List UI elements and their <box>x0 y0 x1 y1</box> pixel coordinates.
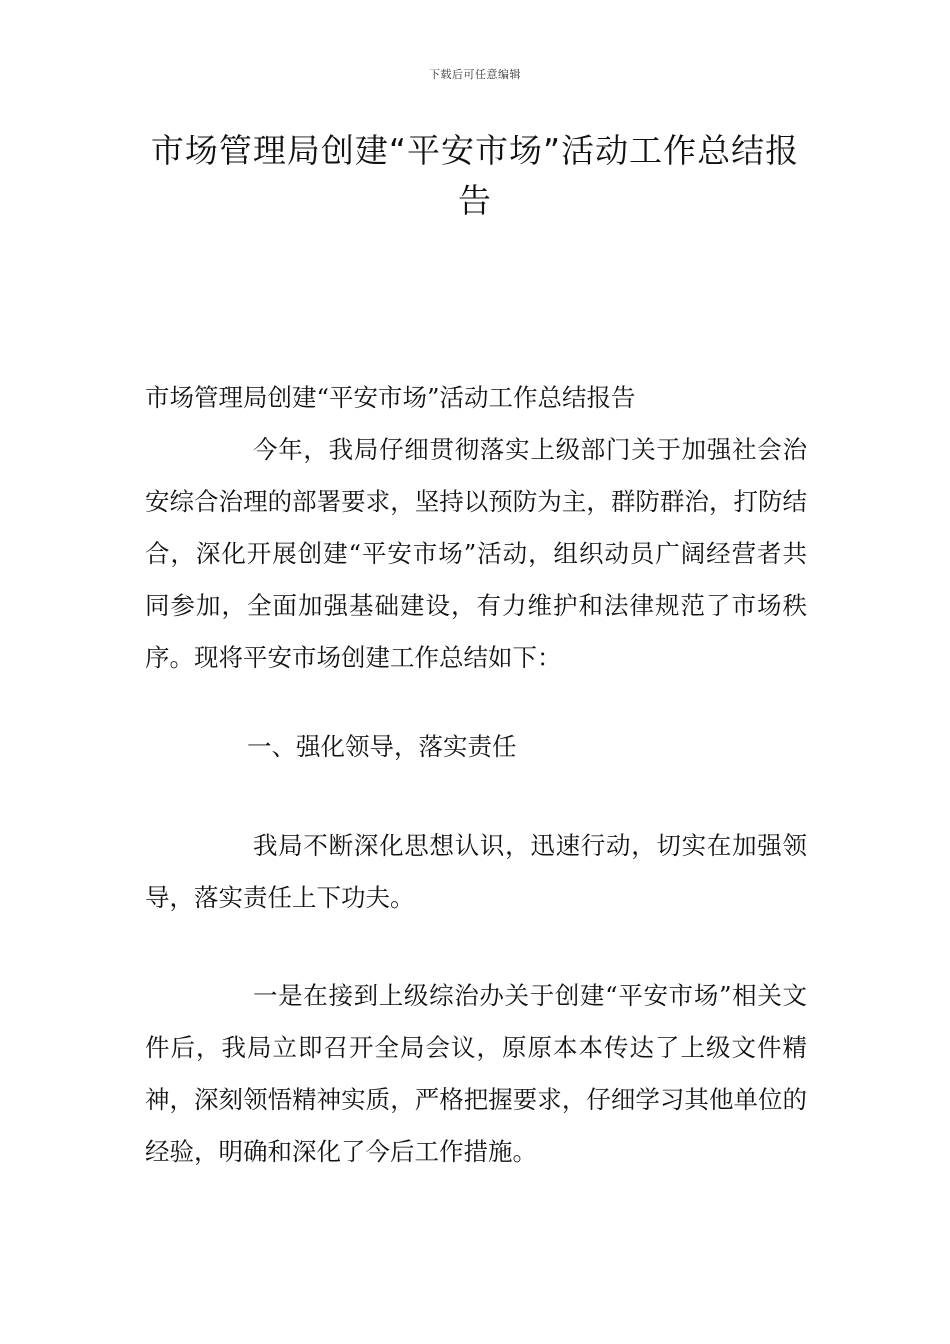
document-body-top <box>145 372 807 684</box>
section-1-paragraph-1-block <box>145 820 807 924</box>
body-title-line: 市场管理局创建“平安市场”活动工作总结报告 <box>145 383 636 412</box>
section-heading-block <box>145 721 807 773</box>
section-1-paragraph-2: 一是在接到上级综治办关于创建“平安市场”相关文件后，我局立即召开全局会议，原原本本传达了上级文件精神，深刻领悟精神实质，严格把握要求，仔细学习其他单位的经验，明确和深化了今后工作措施。 <box>145 981 807 1166</box>
section-1-paragraph-2-block <box>145 970 807 1178</box>
header-note: 下载后可任意编辑 <box>429 68 521 81</box>
document-title: 市场管理局创建“平安市场”活动工作总结报告 <box>150 131 800 220</box>
intro-paragraph: 今年，我局仔细贯彻落实上级部门关于加强社会治安综合治理的部署要求，坚持以预防为主，群防群治，打防结合，深化开展创建“平安市场”活动，组织动员广阔经营者共同参加，全面加强基础建设，有力维护和法律规范了市场秩序。现将平安市场创建工作总结如下： <box>145 435 807 672</box>
section-1-heading: 一、强化领导，落实责任 <box>247 732 517 761</box>
section-1-paragraph-1: 我局不断深化思想认识，迅速行动，切实在加强领导，落实责任上下功夫。 <box>145 831 807 912</box>
